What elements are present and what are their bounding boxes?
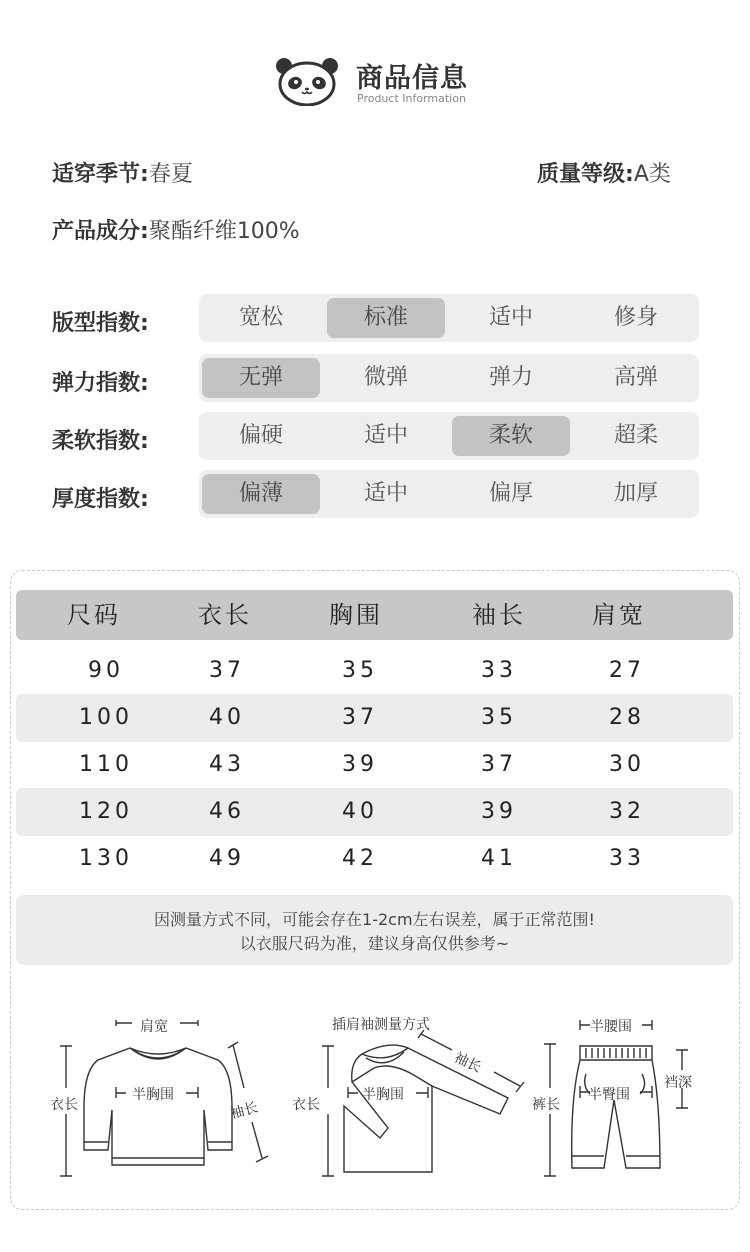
- label-hip: 半臀围: [588, 1087, 630, 1103]
- index-option: 适中: [363, 481, 408, 506]
- size-header-cell: 肩宽: [592, 601, 646, 629]
- section-header: [0, 50, 750, 110]
- label-rise: 裆深: [664, 1075, 692, 1091]
- table-cell: 49: [209, 846, 245, 871]
- index-option: 无弹: [202, 358, 320, 398]
- index-bar-elasticity: [199, 354, 699, 402]
- index-option: 标准: [327, 298, 445, 338]
- index-bar-fit: [199, 294, 699, 342]
- table-row: [16, 788, 733, 836]
- table-row: [16, 741, 733, 789]
- table-cell: 39: [342, 752, 378, 777]
- attr-season: [52, 157, 193, 188]
- index-label-fit: 版型指数:: [52, 311, 149, 336]
- label-sleeve: 袖长: [228, 1099, 260, 1123]
- index-bar-thickness: [199, 470, 699, 518]
- label-waist: 半腰围: [590, 1019, 632, 1035]
- label-sleeve: 袖长: [451, 1049, 484, 1077]
- label-chest: 半胸围: [132, 1087, 174, 1103]
- table-cell: 32: [609, 799, 645, 824]
- table-cell: 30: [609, 752, 645, 777]
- label-chest: 半胸围: [362, 1087, 404, 1103]
- table-cell: 41: [481, 846, 517, 871]
- size-header-cell: 衣长: [198, 601, 252, 629]
- index-option: 加厚: [613, 481, 658, 506]
- panda-icon: [274, 56, 340, 106]
- table-cell: 42: [342, 846, 378, 871]
- attr-quality: [537, 157, 671, 188]
- note-line-1: 因测量方式不同，可能会存在1-2cm左右误差，属于正常范围!: [154, 910, 595, 929]
- index-label-elasticity: 弹力指数:: [52, 371, 149, 396]
- index-label-softness: 柔软指数:: [52, 429, 149, 454]
- label-length: 衣长: [50, 1097, 78, 1113]
- size-header-cell: 袖长: [472, 601, 526, 629]
- index-label-thickness: 厚度指数:: [52, 487, 149, 512]
- raglan-title: 插肩袖测量方式: [332, 1017, 430, 1033]
- size-header-cell: 尺码: [67, 601, 121, 629]
- attr-material: [52, 214, 300, 245]
- table-cell: 100: [79, 705, 133, 730]
- measurement-note: [16, 895, 733, 965]
- table-cell: 37: [342, 705, 378, 730]
- page-title: 商品信息: [356, 63, 468, 94]
- size-table-header: [16, 590, 733, 640]
- label-length: 衣长: [292, 1097, 320, 1113]
- index-option: 适中: [363, 423, 408, 448]
- table-cell: 33: [609, 846, 645, 871]
- attr-season-value: 春夏: [148, 162, 193, 187]
- table-row: [16, 694, 733, 742]
- page-subtitle: Product Information: [357, 92, 466, 105]
- table-cell: 110: [79, 752, 133, 777]
- index-option: 修身: [613, 305, 658, 330]
- table-cell: 33: [481, 658, 517, 683]
- index-option: 微弹: [363, 365, 408, 390]
- table-cell: 39: [481, 799, 517, 824]
- index-bar-softness: [199, 412, 699, 460]
- table-cell: 35: [481, 705, 517, 730]
- attr-season-key: 适穿季节:: [52, 162, 149, 187]
- table-cell: 43: [209, 752, 245, 777]
- table-cell: 37: [481, 752, 517, 777]
- size-header-cell: 胸围: [329, 601, 383, 629]
- table-cell: 35: [342, 658, 378, 683]
- attr-material-value: 聚酯纤维100%: [148, 219, 300, 244]
- table-cell: 130: [79, 846, 133, 871]
- label-shoulder: 肩宽: [140, 1019, 168, 1035]
- index-option: 偏厚: [488, 481, 533, 506]
- attr-quality-key: 质量等级:: [537, 162, 634, 187]
- attr-material-key: 产品成分:: [52, 219, 149, 244]
- label-length: 裤长: [532, 1097, 560, 1113]
- raglan-illustration: [322, 1030, 524, 1176]
- table-cell: 37: [209, 658, 245, 683]
- index-option: 高弹: [613, 365, 658, 390]
- attr-quality-value: A类: [633, 162, 671, 187]
- table-cell: 40: [209, 705, 245, 730]
- index-option: 适中: [488, 305, 533, 330]
- index-option: 偏薄: [202, 474, 320, 514]
- index-option: 超柔: [613, 423, 658, 448]
- note-line-2: 以衣服尺码为准，建议身高仅供参考~: [239, 934, 510, 953]
- table-cell: 27: [609, 658, 645, 683]
- table-cell: 40: [342, 799, 378, 824]
- table-cell: 28: [609, 705, 645, 730]
- index-option: 偏硬: [238, 423, 283, 448]
- table-cell: 90: [88, 658, 124, 683]
- table-cell: 120: [79, 799, 133, 824]
- table-row: [16, 647, 733, 695]
- measurement-diagrams: [0, 990, 750, 1190]
- table-row: [16, 835, 733, 883]
- index-option: 宽松: [238, 305, 283, 330]
- index-option: 柔软: [452, 416, 570, 456]
- index-option: 弹力: [488, 365, 533, 390]
- table-cell: 46: [209, 799, 245, 824]
